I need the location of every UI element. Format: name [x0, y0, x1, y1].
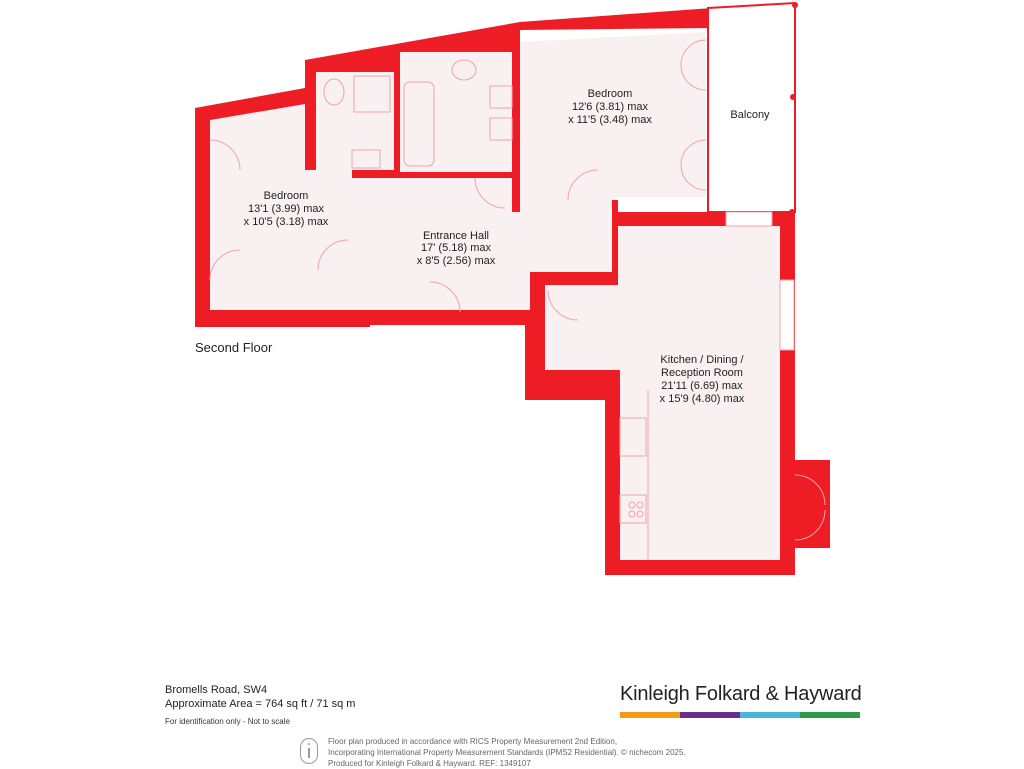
balcony-post [792, 2, 798, 8]
brand-name: Kinleigh Folkard & Hayward [620, 683, 862, 705]
bathroom-floor [400, 52, 512, 172]
brand-bar-segment [680, 712, 740, 718]
ensuite-floor [316, 72, 394, 170]
balcony-post [790, 94, 796, 100]
bedroom-top-dims1: 12'6 (3.81) max [571, 101, 649, 113]
footer-line: Floor plan produced in accordance with RICS Property Measurement 2nd Edition, [328, 737, 618, 746]
scale-note: For identification only - Not to scale [165, 717, 290, 726]
footer-line: Incorporating International Property Measurement Standards (IPMS2 Residential). © nichecom 2025. [328, 748, 686, 757]
brand-bar-segment [620, 712, 680, 718]
brand-bar-segment [740, 712, 800, 718]
hall-dims1: 17' (5.18) max [421, 242, 491, 254]
footer-line: Produced for Kinleigh Folkard & Hayward. REF: 1349107 [328, 759, 531, 768]
kitchen-line2: Reception Room [661, 367, 743, 379]
bedroom-top-name: Bedroom [587, 88, 633, 100]
balcony-post [789, 209, 795, 215]
bedroom-left-dims2: x 10'5 (3.18) max [243, 216, 329, 228]
address-line: Bromells Road, SW4 [165, 684, 268, 696]
area-line: Approximate Area = 764 sq ft / 71 sq m [165, 698, 356, 710]
kitchen-line1: Kitchen / Dining / [660, 354, 744, 366]
brand-block [620, 683, 860, 718]
room-floors [210, 32, 780, 560]
floor-label: Second Floor [195, 340, 273, 355]
footer-disclaimer [300, 736, 760, 769]
bedroom-left-name: Bedroom [263, 190, 309, 202]
hall-name: Entrance Hall [422, 230, 490, 242]
address-block [165, 683, 355, 729]
kitchen-dims2: x 15'9 (4.80) max [659, 393, 745, 405]
window [726, 212, 772, 226]
balcony-name: Balcony [730, 109, 770, 121]
bedroom-left-dims1: 13'1 (3.99) max [247, 203, 325, 215]
window [780, 280, 794, 350]
bedroom-top-dims2: x 11'5 (3.48) max [568, 114, 652, 126]
brand-color-bar [620, 712, 860, 718]
brand-bar-segment [800, 712, 860, 718]
balcony-outline [708, 3, 795, 212]
info-icon [300, 738, 318, 764]
hall-dims2: x 8'5 (2.56) max [416, 255, 496, 267]
kitchen-dims1: 21'11 (6.69) max [661, 380, 743, 392]
